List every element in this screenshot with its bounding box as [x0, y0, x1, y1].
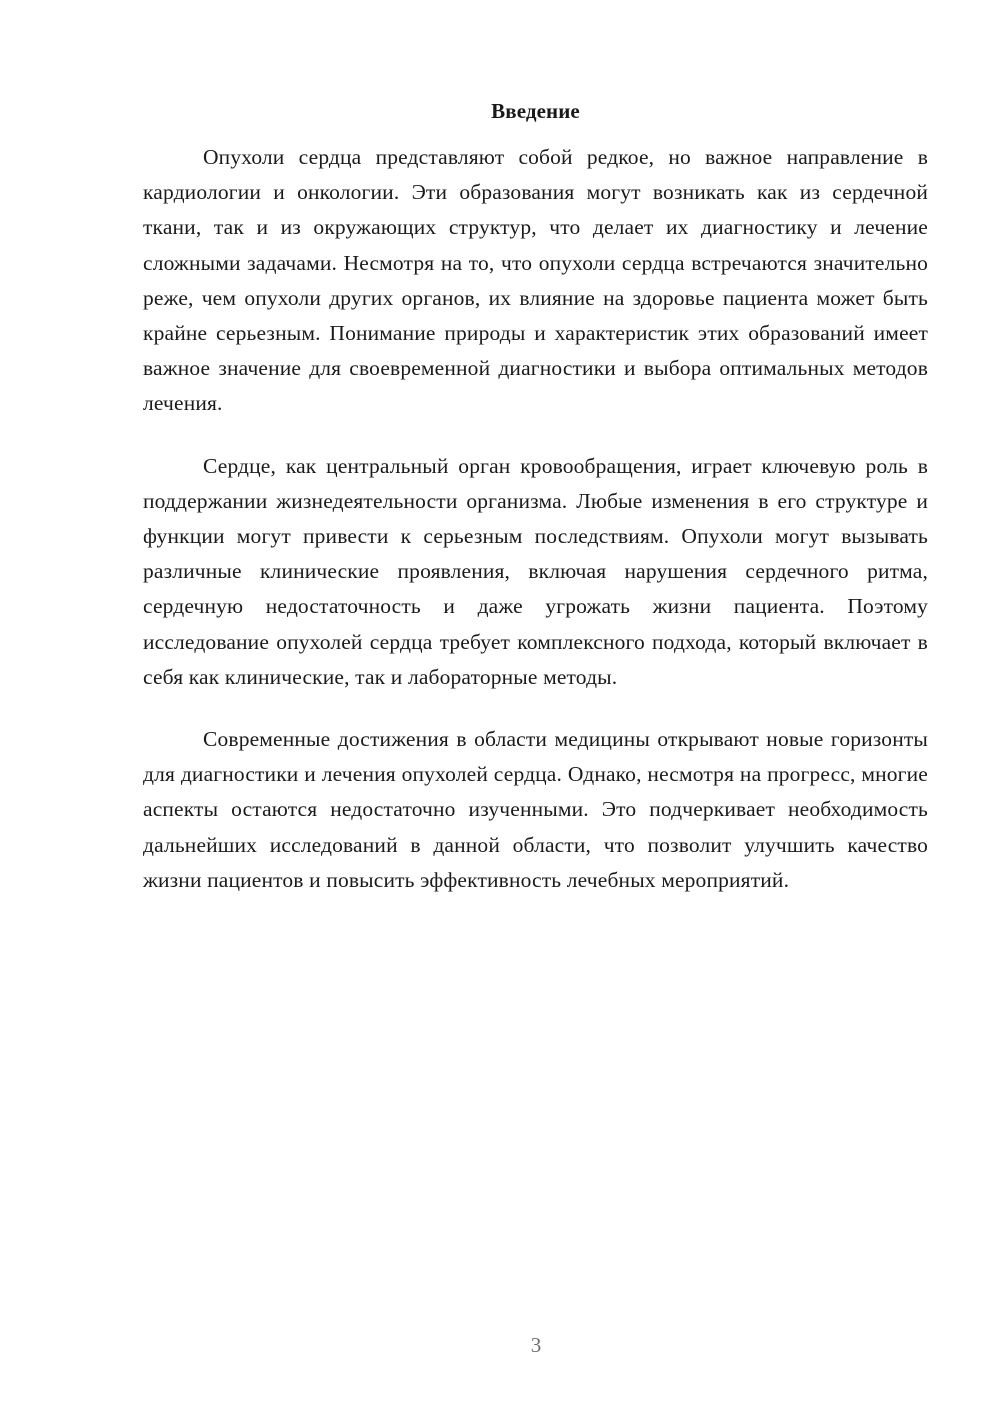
paragraph-2: Сердце, как центральный орган кровообращения, играет ключевую роль в поддержании жизнедеятельности организма. Любые изменения в его структуре и функции могут привести к серьезным последствиям. Опухоли могут вызывать различные клинические проявления, включая нарушения сердечного ритма, сердечную недостаточность и даже угрожать жизни пациента. Поэтому исследование опухолей сердца требует комплексного подхода, который включает в себя как клинические, так и лабораторные методы.: [143, 453, 928, 689]
paragraph-3: Современные достижения в области медицины открывают новые горизонты для диагностики и лечения опухолей сердца. Однако, несмотря на прогресс, многие аспекты остаются недостаточно изученными. Это подчеркивает необходимость дальнейших исследований в данной области, что позволит улучшить качество жизни пациентов и повысить эффективность лечебных мероприятий.: [143, 727, 928, 892]
page-content: [143, 96, 928, 925]
paragraph-1: Опухоли сердца представляют собой редкое, но важное направление в кардиологии и онкологии. Эти образования могут возникать как из сердечной ткани, так и из окружающих структур, что делает их диагностику и лечение сложными задачами. Несмотря на то, что опухоли сердца встречаются значительно реже, чем опухоли других органов, их влияние на здоровье пациента может быть крайне серьезным. Понимание природы и характеристик этих образований имеет важное значение для своевременной диагностики и выбора оптимальных методов лечения.: [143, 145, 928, 416]
page-number: 3: [530, 1333, 542, 1357]
section-heading: Введение: [491, 99, 580, 123]
